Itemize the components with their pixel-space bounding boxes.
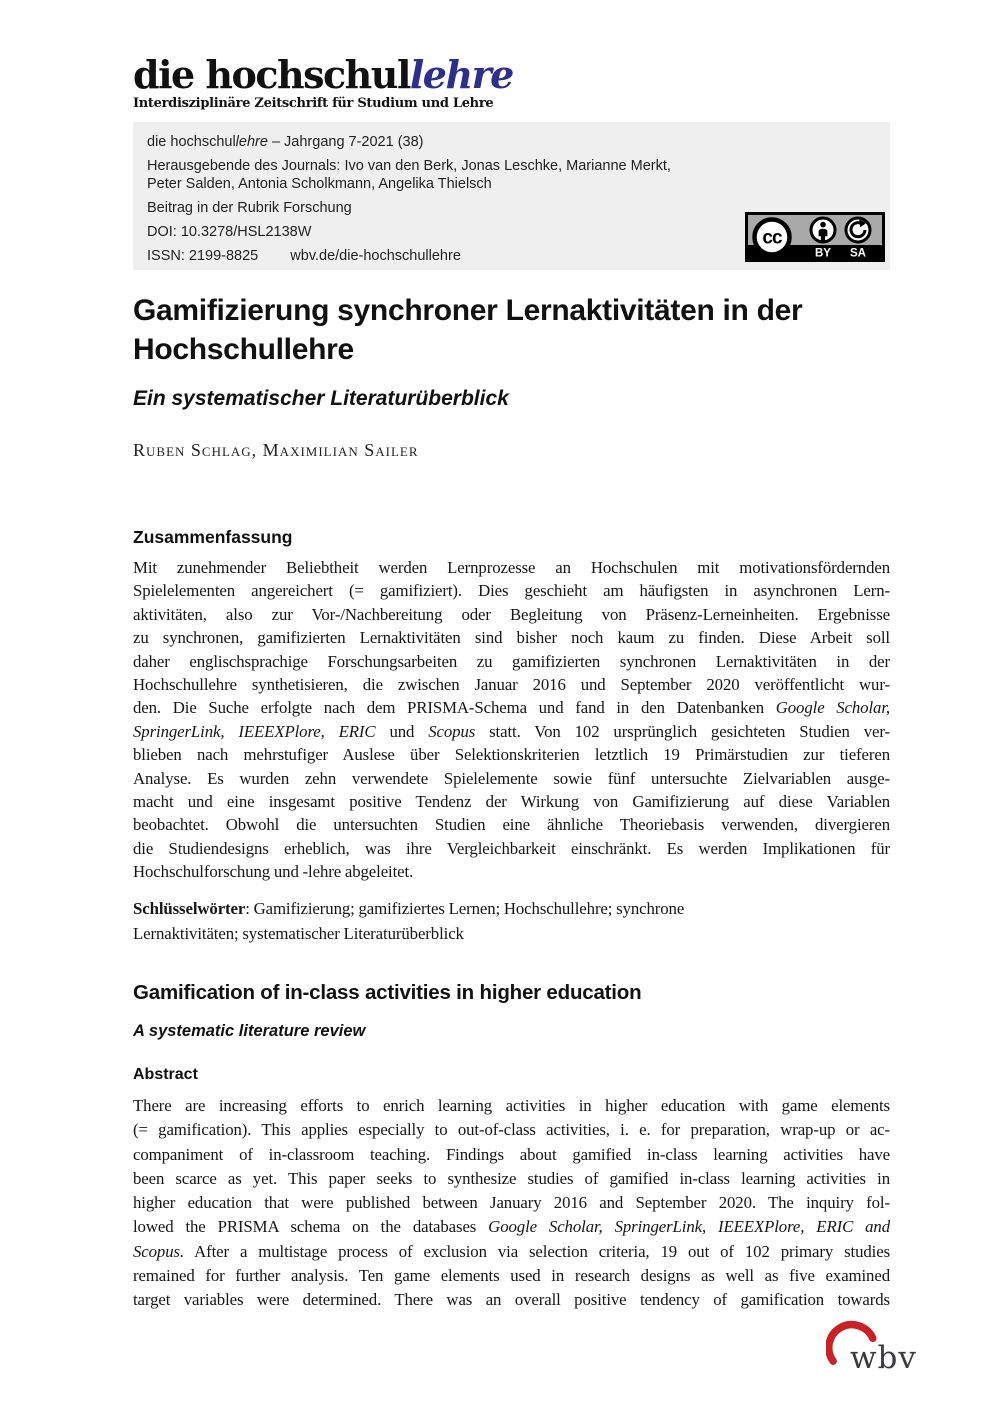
cc-by-sa-badge-graphic [745, 212, 885, 262]
article-title [133, 291, 802, 369]
german-abstract-heading: Zusammenfassung [133, 527, 293, 547]
text-line: beobachtet. Obwohl die untersuchten Studien eine ähnliche Theoriebasis verwenden, divergieren [133, 815, 890, 835]
text-line: companiment of in-classroom teaching. Findings about gamified in-class learning activities have [133, 1144, 890, 1164]
english-abstract-text [133, 1094, 890, 1313]
sa-arrow-icon [846, 218, 870, 242]
text-line: die Studiendesigns erheblich, was ihre Vergleichbarkeit einschränkt. Es werden Implikationen für [133, 838, 890, 858]
text-line: zu synchronen, gamifizierten Lernaktivitäten sind bisher noch kaum zu finden. Diese Arbeit soll [133, 628, 890, 648]
text-line: blieben nach mehrstufiger Auslese über Selektionskriterien letztlich 19 Primärstudien zur tieferen [133, 745, 890, 765]
english-subtitle: A systematic literature review [133, 1022, 366, 1040]
english-title: Gamification of in-class activities in higher education [133, 981, 642, 1004]
cc-icon [755, 220, 790, 255]
by-person-icon [811, 218, 835, 242]
journal-masthead [133, 52, 513, 111]
journal-website: wbv.de/die-hochschullehre [290, 248, 461, 264]
journal-logo-main: die hochschul [133, 52, 410, 97]
text-line: Analyse. Es wurden zehn verwendete Spielelemente sowie fünf untersuchte Zielvariablen ausge- [133, 768, 890, 788]
text-line: lowed the PRISMA schema on the databases Google Scholar, SpringerLink, IEEEXPlore, ERIC and [133, 1217, 890, 1237]
text-line: been scarce as yet. This paper seeks to synthesize studies of gamified in-class learning activities in [133, 1168, 890, 1188]
text-line: SpringerLink, IEEEXPlore, ERIC und Scopus statt. Von 102 ursprünglich gesichteten Studien ver- [133, 721, 890, 741]
text-line: Scopus. After a multistage process of exclusion via selection criteria, 19 out of 102 primary studies [133, 1241, 890, 1261]
journal-tagline: Interdisziplinäre Zeitschrift für Studium und Lehre [133, 96, 494, 111]
text-line: daher englischsprachige Forschungsarbeiten zu gamifizierten synchronen Lernaktivitäten in der [133, 651, 890, 671]
doi-line: DOI: 10.3278/HSL2138W [147, 224, 312, 240]
text-line: higher education that were published between January 2016 and September 2020. The inquiry fol- [133, 1193, 890, 1213]
text-line: Hochschulforschung und -lehre abgeleitet. [133, 862, 414, 882]
text-line: Hochschullehre synthetisieren, die zwischen Januar 2016 und September 2020 veröffentlicht wur- [133, 675, 890, 695]
journal-logo [133, 52, 513, 97]
german-abstract-text [133, 556, 890, 884]
publisher-name: wbv [850, 1340, 917, 1376]
journal-logo-accent: lehre [409, 52, 513, 97]
text-line: There are increasing efforts to enrich learning activities in higher education with game elements [133, 1096, 890, 1115]
text-line: den. Die Suche erfolgte nach dem PRISMA-Schema und fand in den Datenbanken Google Scholar, [133, 698, 890, 718]
article-title-line-1: Gamifizierung synchroner Lernaktivitäten in der [133, 294, 803, 327]
text-line: target variables were determined. There was an overall positive tendency of gamification towards [133, 1290, 890, 1310]
text-line: remained for further analysis. Ten game elements used in research designs as well as five examined [133, 1266, 890, 1286]
english-abstract-heading: Abstract [133, 1066, 198, 1083]
editors-line-2: Peter Salden, Antonia Scholkmann, Angelika Thielsch [147, 176, 492, 192]
publisher-logo [826, 1318, 916, 1384]
rubric-line: Beitrag in der Rubrik Forschung [147, 200, 352, 216]
german-keywords [133, 897, 890, 946]
sa-label: SA [850, 247, 866, 260]
article-title-line-2: Hochschullehre [133, 333, 354, 366]
cc-by-sa-license-badge [745, 212, 885, 262]
issue-line: die hochschullehre – Jahrgang 7-2021 (38) [147, 134, 424, 150]
text-line: Lernaktivitäten; systematischer Literaturüberblick [133, 923, 464, 943]
text-line: Spielelementen angereichert (= gamifiziert). Dies geschieht am häufigsten in asynchronen Lern- [133, 581, 890, 601]
article-authors: Ruben Schlag, Maximilian Sailer [133, 440, 419, 460]
article-subtitle: Ein systematischer Literaturüberblick [133, 387, 509, 410]
text-line: Schlüsselwörter: Gamifizierung; gamifiziertes Lernen; Hochschullehre; synchrone [133, 899, 685, 918]
text-line: (= gamification). This applies especially to out-of-class activities, i. e. for preparation, wrap-up or ac- [133, 1120, 890, 1140]
text-line: macht und eine insgesamt positive Tendenz der Wirkung von Gamifizierung auf diese Variablen [133, 792, 890, 812]
editors-line-1: Herausgebende des Journals: Ivo van den Berk, Jonas Leschke, Marianne Merkt, [147, 158, 671, 174]
issn-label: ISSN: 2199-8825 [147, 248, 259, 264]
by-label: BY [815, 247, 831, 260]
text-line: aktivitäten, also zur Vor-/Nachbereitung oder Begleitung von Präsenz-Lerneinheiten. Ergebnisse [133, 604, 890, 624]
text-line: Mit zunehmender Beliebtheit werden Lernprozesse an Hochschulen mit motivationsfördernden [133, 558, 890, 577]
svg-text:cc: cc [762, 227, 782, 249]
